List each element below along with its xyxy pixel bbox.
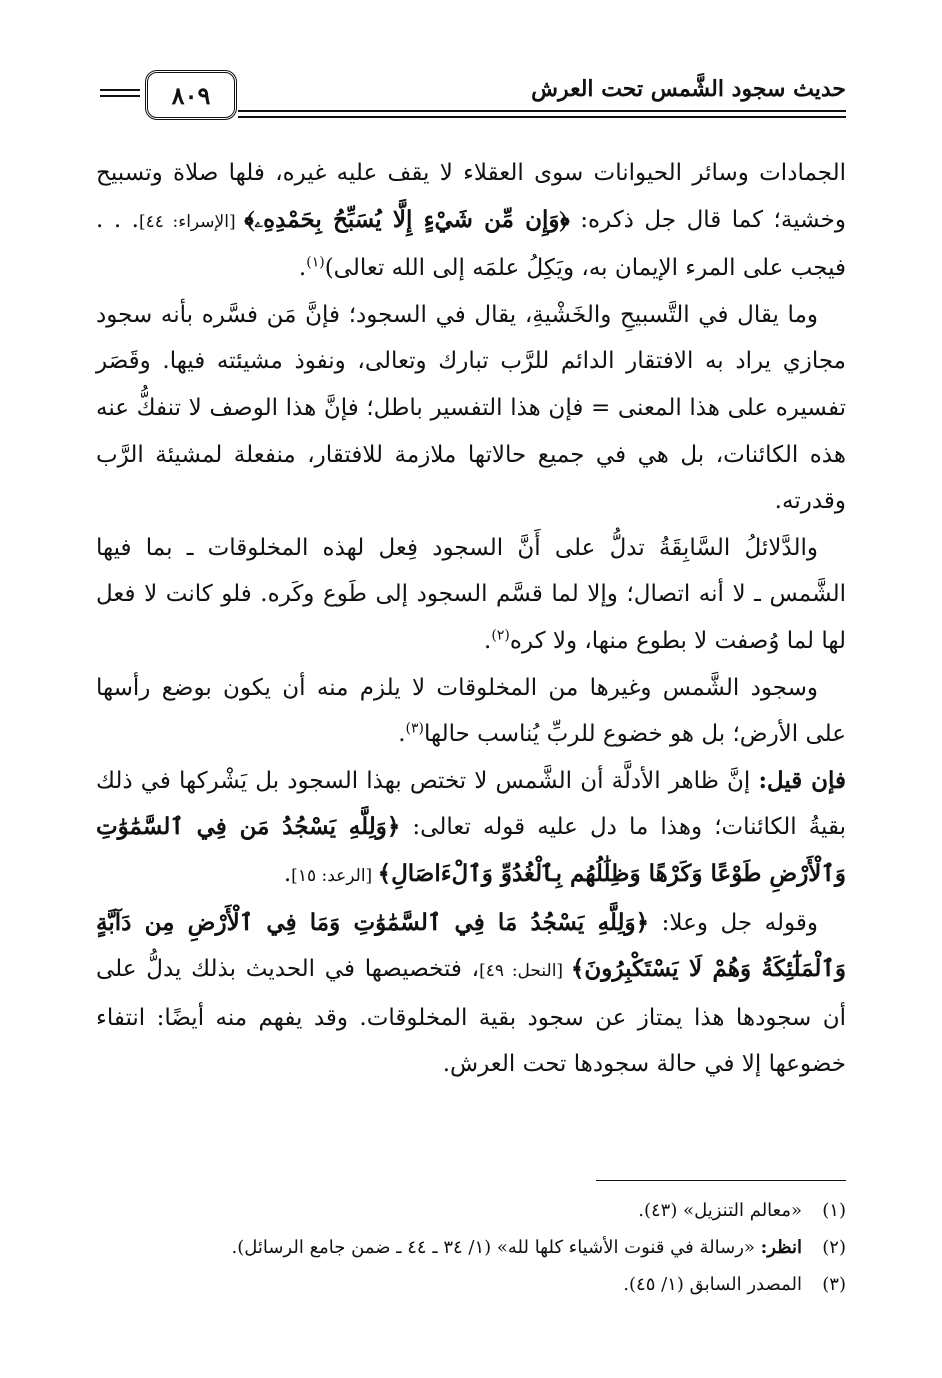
- footnote-marker[interactable]: (٢): [491, 627, 510, 644]
- page-number: ٨٠٩: [145, 70, 237, 120]
- footnote-separator: [596, 1180, 846, 1181]
- footnote-number: (١): [822, 1200, 846, 1221]
- footnote-keyword: انظر:: [760, 1237, 802, 1258]
- page-header: [100, 64, 846, 134]
- paragraph-lead: فإن قيل:: [758, 766, 846, 794]
- header-rule: [100, 89, 140, 91]
- paragraph: وما يقال في التَّسبيحِ والخَشْيةِ، يقال في السجود؛ فإنَّ مَن فسَّره بأنه سجود مجازي يراد به الافتقار الدائم للرَّب تبارك وتعالى، ونفوذ مشيئته فيها. وقَصَر تفسيره على هذا المعنى = فإن هذا التفسير باطل؛ فإنَّ هذا الوصف لا تنفكُّ عنه هذه الكائنات، بل هي في جميع حالاتها ملازمة للافتقار، منفعلة لمشيئة الرَّب وقدرته.: [96, 301, 846, 515]
- footnote-marker[interactable]: (٣): [405, 720, 424, 737]
- footnote-number: (٢): [822, 1237, 846, 1258]
- header-rule: [100, 95, 140, 97]
- verse-reference: [النحل: ٤٩]: [479, 961, 571, 982]
- footnotes: [96, 1192, 846, 1303]
- footnote-number: (٣): [822, 1274, 846, 1295]
- verse-reference: [الإسراء: ٤٤]: [138, 211, 245, 232]
- paragraph: الجمادات وسائر الحيوانات سوى العقلاء لا يقف عليه غيره، فلها صلاة وتسبيح وخشية؛ كما قال جل ذكره: ﴿وَإِن مِّن شَيْءٍ إِلَّا يُسَبِّحُ بِحَمْدِهِۦ﴾ [الإسراء: ٤٤]. . . فيجب على المرء الإيمان به، ويَكِلُ علمَه إلى الله تعالى)$^{(١)}$.: [96, 160, 846, 282]
- body-text: [96, 150, 846, 1088]
- footnote: (١)«معالم التنزيل» (٤٣).: [96, 1192, 846, 1229]
- paragraph: وسجود الشَّمس وغيرها من المخلوقات لا يلزم منه أن يكون بوضع رأسها على الأرض؛ بل هو خضوع للربِّ يُناسب حالها$^{(٣)}$.: [96, 674, 846, 748]
- verse-reference: [الرعد: ١٥]: [291, 865, 378, 886]
- header-rule: [238, 110, 846, 112]
- header-rule: [238, 116, 846, 118]
- paragraph: وقوله جل وعلا: ﴿وَلِلَّهِ يَسْجُدُ مَا فِي ٱلسَّمَٰوَٰتِ وَمَا فِي ٱلْأَرْضِ مِن دَآبَّةٍ وَٱلْمَلَٰٓئِكَةُ وَهُمْ لَا يَسْتَكْبِرُونَ﴾ [النحل: ٤٩]، فتخصيصها في الحديث بذلك يدلُّ على أن سجودها هذا يمتاز عن سجود بقية المخلوقات. وقد يفهم منه أيضًا: انتفاء خضوعها إلا في حالة سجودها تحت العرش.: [96, 908, 847, 1078]
- paragraph: والدَّلائلُ السَّابِقَةُ تدلُّ على أَنَّ السجود فِعل لهذه المخلوقات ـ بما فيها الشَّمس ـ لا أنه اتصال؛ وإلا لما قسَّم السجود إلى طَوع وكَره. فلو كانت لا فعل لها لما وُصفت لا بطوع منها، ولا كره$^{(٢)}$.: [96, 534, 846, 654]
- quran-verse: ﴿وَلِلَّهِ يَسْجُدُ مَا فِي ٱلسَّمَٰوَٰتِ وَمَا فِي ٱلْأَرْضِ مِن دَآبَّةٍ وَٱلْمَلَٰٓئِكَةُ وَهُمْ لَا يَسْتَكْبِرُونَ﴾: [96, 908, 847, 983]
- paragraph: فإن قيل: إنَّ ظاهر الأدلَّة أن الشَّمس لا تختص بهذا السجود بل يَشْركها في ذلك بقيةُ الكائنات؛ وهذا ما دل عليه قوله تعالى: ﴿وَلِلَّهِ يَسْجُدُ مَن فِي ٱلسَّمَٰوَٰتِ وَٱلْأَرْضِ طَوْعًا وَكَرْهًا وَظِلَٰلُهُم بِٱلْغُدُوِّ وَٱلْءَاصَالِ﴾ [الرعد: ١٥].: [96, 766, 847, 887]
- footnote: (٢)انظر: «رسالة في قنوت الأشياء كلها لله» (١/ ٣٤ ـ ٤٤ ـ ضمن جامع الرسائل).: [96, 1229, 846, 1266]
- quran-verse: ﴿وَإِن مِّن شَيْءٍ إِلَّا يُسَبِّحُ بِحَمْدِهِۦ﴾: [244, 205, 570, 233]
- footnote-marker[interactable]: (١): [306, 254, 325, 271]
- footnote: (٣)المصدر السابق (١/ ٤٥).: [96, 1266, 846, 1303]
- running-title: حديث سجود الشَّمس تحت العرش: [531, 76, 846, 102]
- quran-verse: ﴿وَلِلَّهِ يَسْجُدُ مَن فِي ٱلسَّمَٰوَٰتِ وَٱلْأَرْضِ طَوْعًا وَكَرْهًا وَظِلَٰلُهُم بِٱلْغُدُوِّ وَٱلْءَاصَالِ﴾: [96, 813, 846, 887]
